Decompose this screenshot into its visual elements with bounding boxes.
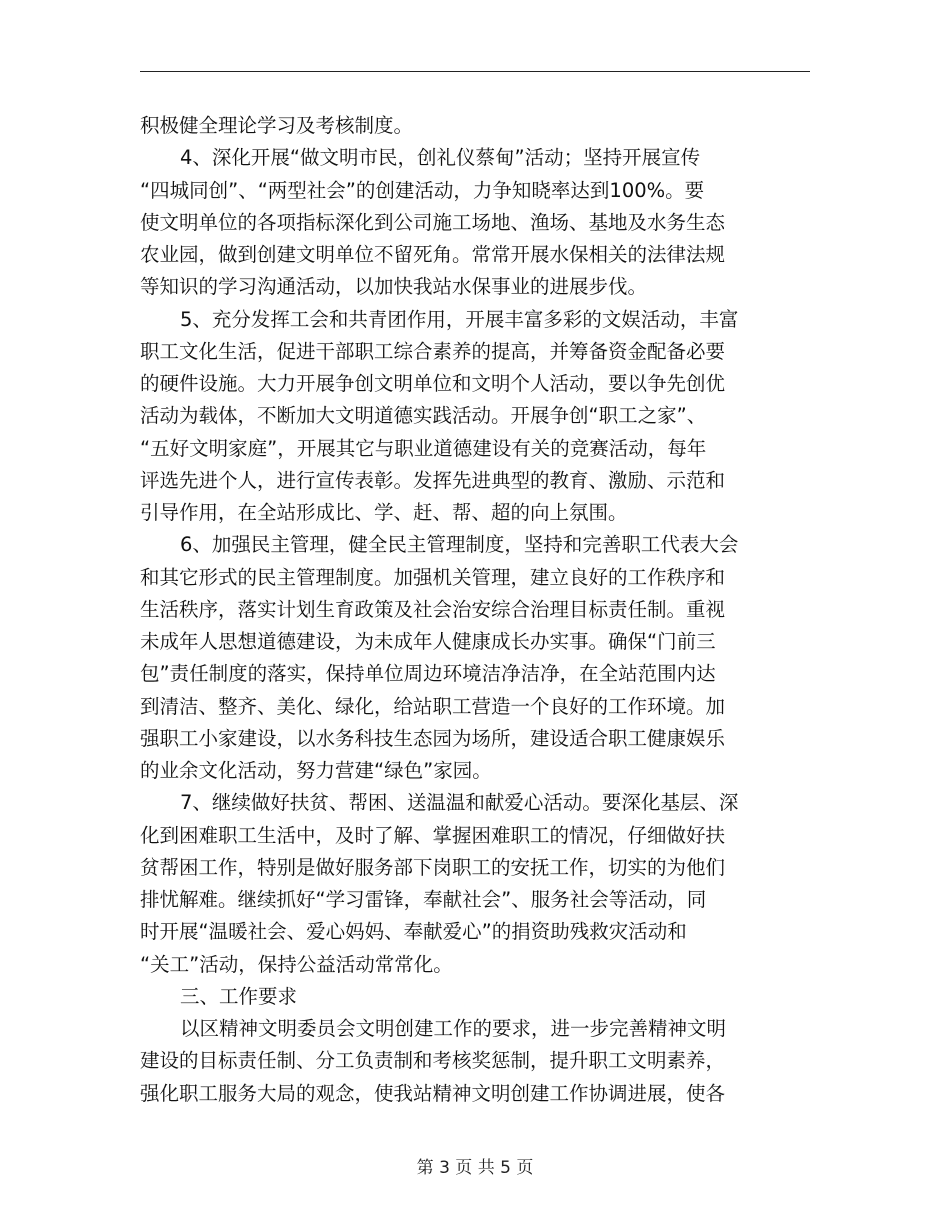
text-line: 积极健全理论学习及考核制度。 bbox=[140, 114, 414, 137]
document-body bbox=[140, 110, 820, 1110]
text-line: 化到困难职工生活中，及时了解、掌握困难职工的情况，仔细做好扶 bbox=[140, 823, 726, 847]
text-line: 生活秩序，落实计划生育政策及社会治安综合治理目标责任制。重视 bbox=[140, 597, 726, 621]
text-line: 包”责任制度的落实，保持单位周边环境洁净洁净，在全站范围内达 bbox=[140, 662, 716, 686]
text-line: 到清洁、整齐、美化、绿化，给站职工营造一个良好的工作环境。加 bbox=[140, 694, 726, 718]
text-line: 强职工小家建设，以水务科技生态园为场所，建设适合职工健康娱乐 bbox=[140, 726, 726, 750]
text-line: 建设的目标责任制、分工负责制和考核奖惩制，提升职工文明素养， bbox=[140, 1049, 726, 1073]
text-line: 5、充分发挥工会和共青团作用，开展丰富多彩的文娱活动，丰富 bbox=[180, 307, 739, 331]
text-line: 的硬件设施。大力开展争创文明单位和文明个人活动，要以争先创优 bbox=[140, 372, 726, 395]
text-line: 的业余文化活动，努力营建“绿色”家园。 bbox=[140, 759, 492, 782]
text-line: 使文明单位的各项指标深化到公司施工场地、渔场、基地及水务生态 bbox=[140, 210, 726, 234]
text-line: “四城同创”、“两型社会”的创建活动，力争知晓率达到100%。要 bbox=[140, 178, 705, 202]
text-line: 农业园，做到创建文明单位不留死角。常常开展水保相关的法律法规 bbox=[140, 243, 726, 266]
text-line: 以区精神文明委员会文明创建工作的要求，进一步完善精神文明 bbox=[180, 1017, 727, 1040]
text-line: 时开展“温暖社会、爱心妈妈、奉献爱心”的捐资助残救灾活动和 bbox=[140, 920, 687, 944]
page-number-footer: 第 3 页 共 5 页 bbox=[416, 1158, 534, 1178]
text-line: 7、继续做好扶贫、帮困、送温温和献爱心活动。要深化基层、深 bbox=[180, 791, 739, 815]
text-line: 和其它形式的民主管理制度。加强机关管理，建立良好的工作秩序和 bbox=[140, 565, 726, 589]
section-heading: 三、工作要求 bbox=[180, 984, 298, 1008]
text-line: 活动为载体，不断加大文明道德实践活动。开展争创“职工之家”、 bbox=[140, 404, 707, 428]
text-line: 引导作用，在全站形成比、学、赶、帮、超的向上氛围。 bbox=[140, 501, 628, 524]
text-line: 4、深化开展“做文明市民，创礼仪蔡甸”活动；坚持开展宣传 bbox=[180, 146, 701, 170]
header-rule bbox=[140, 71, 810, 72]
text-line: 等知识的学习沟通活动，以加快我站水保事业的进展步伐。 bbox=[140, 275, 648, 299]
text-line: 评选先进个人，进行宣传表彰。发挥先进典型的教育、激励、示范和 bbox=[140, 468, 726, 492]
text-line: “五好文明家庭”，开展其它与职业道德建设有关的竞赛活动，每年 bbox=[140, 436, 707, 460]
text-line: 排忧解难。继续抓好“学习雷锋，奉献社会”、服务社会等活动，同 bbox=[140, 888, 707, 911]
text-line: 职工文化生活，促进干部职工综合素养的提高，并筹备资金配备必要 bbox=[140, 339, 726, 363]
text-line: 贫帮困工作，特别是做好服务部下岗职工的安抚工作，切实的为他们 bbox=[140, 855, 726, 879]
text-line: 未成年人思想道德建设，为未成年人健康成长办实事。确保“门前三 bbox=[140, 630, 716, 653]
text-line: 6、加强民主管理，健全民主管理制度，坚持和完善职工代表大会 bbox=[180, 533, 739, 557]
text-line: “关工”活动，保持公益活动常常化。 bbox=[140, 952, 453, 976]
text-line: 强化职工服务大局的观念，使我站精神文明创建工作协调进展，使各 bbox=[140, 1081, 726, 1105]
